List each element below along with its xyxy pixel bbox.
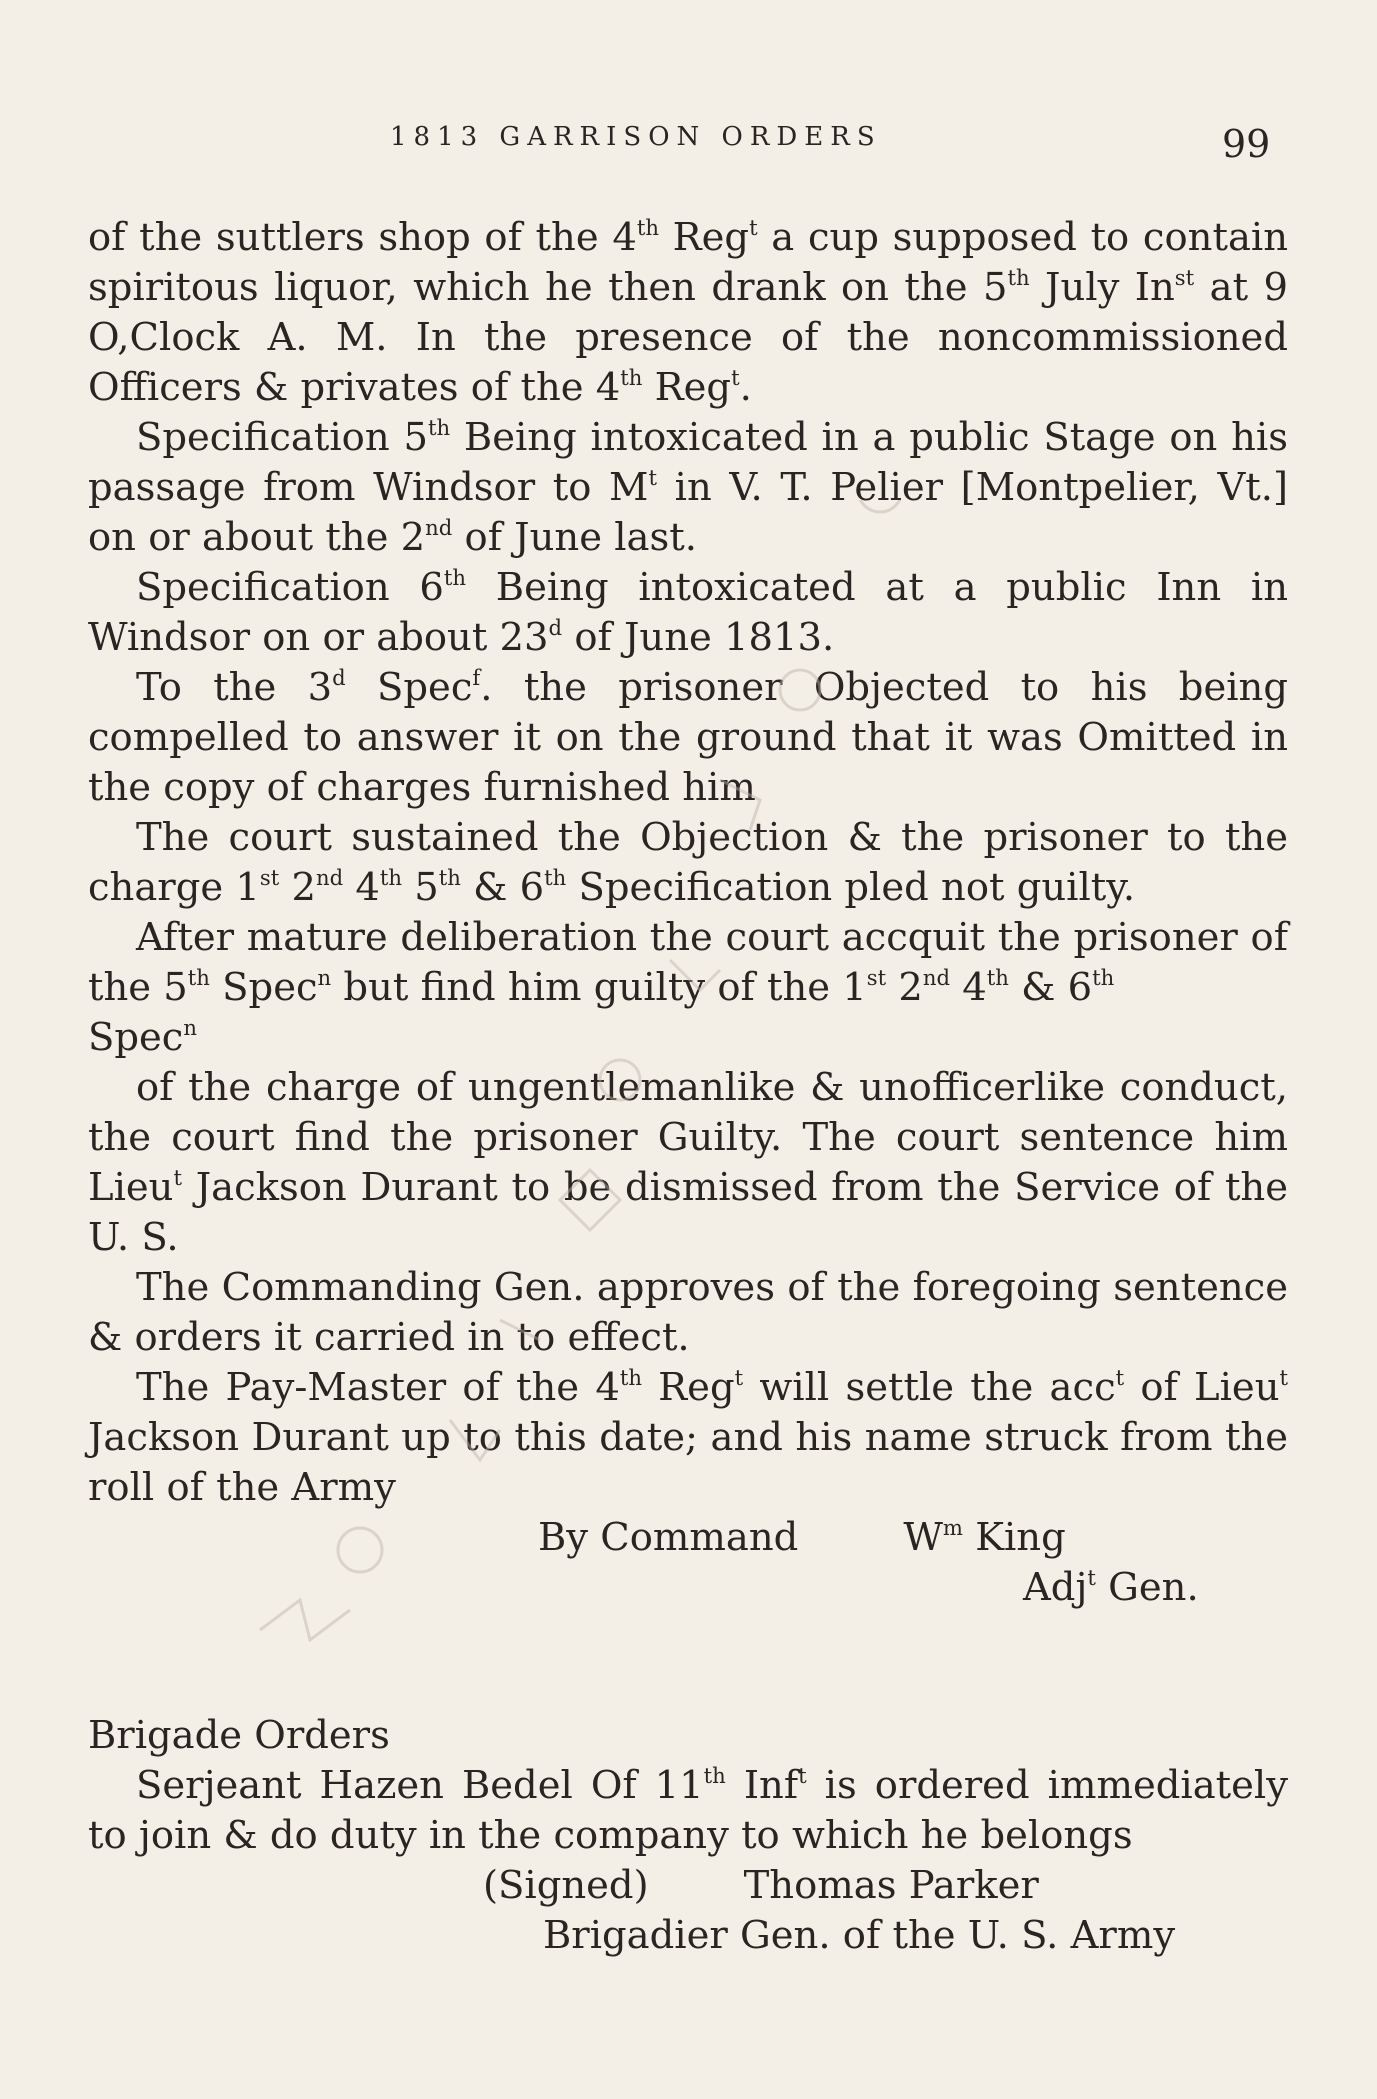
paragraph-approval — [88, 1263, 1288, 1363]
superscript: t — [749, 215, 758, 241]
superscript: nd — [425, 515, 453, 541]
superscript: t — [1115, 1365, 1125, 1391]
superscript: st — [1174, 265, 1195, 291]
text-run: will settle the acc — [743, 1365, 1116, 1410]
text-run: . — [739, 365, 752, 410]
by-command-label: By Command — [538, 1515, 799, 1560]
by-command-line — [88, 1513, 1288, 1563]
superscript: th — [1007, 265, 1030, 291]
superscript: f — [472, 665, 481, 691]
text-run: Jackson Durant up to this date; and his name struck from the roll of the Army — [88, 1415, 1288, 1510]
superscript: th — [1092, 965, 1115, 991]
text-run: To the 3 — [136, 665, 333, 710]
text-run: of June last. — [452, 515, 697, 560]
paragraph-specification-5 — [88, 413, 1288, 563]
text-run: of the suttlers shop of the 4 — [88, 215, 637, 260]
paragraph-charge-conclusion — [88, 1063, 1288, 1263]
text-run: Reg — [641, 1365, 735, 1410]
superscript: n — [317, 965, 332, 991]
body-text — [88, 213, 1288, 1961]
superscript: th — [544, 865, 567, 891]
brigade-orders-heading: Brigade Orders — [88, 1713, 390, 1758]
superscript: th — [443, 565, 467, 591]
text-run: Adj — [1023, 1565, 1088, 1610]
text-run: Being intoxicated in a public Stage on his passage from Windsor to M — [88, 415, 1289, 510]
superscript: m — [942, 1515, 963, 1541]
superscript: t — [1279, 1365, 1289, 1391]
text-run: King — [962, 1515, 1066, 1560]
superscript: th — [986, 965, 1009, 991]
paragraph-paymaster — [88, 1363, 1288, 1513]
text-run: Reg — [642, 365, 732, 410]
text-run: 2 — [279, 865, 316, 910]
brigade-signer-title: Brigadier Gen. of the U. S. Army — [543, 1913, 1176, 1958]
superscript: t — [731, 365, 740, 391]
paragraph-objection — [88, 663, 1288, 813]
text-run: 2 — [886, 965, 923, 1010]
text-run: at 9 O,Clock A. M. In the presence of the noncommissioned Officers & privates of the 4 — [88, 265, 1288, 410]
text-run: Reg — [658, 215, 750, 260]
text-run: is ordered immediately to join & do duty in the company to which he belongs — [88, 1763, 1288, 1858]
text-run: Spec — [345, 665, 473, 710]
signature-block — [88, 1513, 1288, 1613]
signer-title — [88, 1563, 1288, 1613]
superscript: d — [548, 615, 563, 641]
superscript: th — [187, 965, 210, 991]
paragraph-deliberation — [88, 913, 1288, 1063]
running-head: 1813 GARRISON ORDERS — [390, 122, 882, 152]
superscript: th — [438, 865, 461, 891]
paragraph-brigade-order — [88, 1761, 1288, 1861]
text-run: & 6 — [1008, 965, 1093, 1010]
text-run: a cup supposed to contain spiritous liquor, which he then drank on the 5 — [88, 215, 1289, 310]
superscript: th — [703, 1763, 726, 1789]
paragraph-specification-6 — [88, 563, 1288, 663]
superscript: th — [427, 415, 451, 441]
text-run: in V. T. Pelier [Montpelier, Vt.] on or about the 2 — [88, 465, 1288, 560]
text-run: 4 — [950, 965, 987, 1010]
text-run: Spec — [209, 965, 318, 1010]
text-run: . the prisoner Objected to his being compelled to answer it on the ground that it was Omitted in the copy of charges furnished him — [88, 665, 1288, 810]
superscript: th — [620, 365, 643, 391]
superscript: t — [1087, 1565, 1096, 1591]
superscript: th — [619, 1365, 642, 1391]
superscript: t — [798, 1763, 807, 1789]
paragraph-court-sustained — [88, 813, 1288, 913]
signed-line — [88, 1861, 1288, 1911]
paragraph-continuation — [88, 213, 1288, 413]
superscript: d — [332, 665, 346, 691]
text-run: July In — [1029, 265, 1175, 310]
text-run: The Commanding Gen. approves of the foregoing sentence & orders it carried in to effect. — [88, 1265, 1288, 1360]
superscript: t — [173, 1165, 182, 1191]
superscript: nd — [315, 865, 344, 891]
text-run: The Pay-Master of the 4 — [136, 1365, 620, 1410]
text-run: Gen. — [1095, 1565, 1199, 1610]
superscript: n — [183, 1015, 198, 1041]
text-run: of June 1813. — [562, 615, 835, 660]
text-run: Specification 5 — [136, 415, 428, 460]
signer-name — [903, 1513, 1065, 1563]
text-run: 5 — [402, 865, 439, 910]
brigade-signer-name: Thomas Parker — [743, 1863, 1039, 1908]
text-run: 4 — [343, 865, 380, 910]
text-run: Being intoxicated at a public Inn in Windsor on or about 23 — [88, 565, 1288, 660]
text-run: The court sustained the Objection & the prisoner to the charge 1 — [88, 815, 1288, 910]
superscript: t — [734, 1365, 744, 1391]
text-run: of the charge of ungentlemanlike & unofficerlike conduct, the court find the prisoner Guilty. The court sentence him Lieu — [88, 1065, 1288, 1210]
superscript: th — [636, 215, 659, 241]
superscript: st — [259, 865, 280, 891]
text-run: After mature deliberation the court accquit the prisoner of the 5 — [88, 915, 1288, 1010]
text-run: Jackson Durant to be dismissed from the Service of the U. S. — [88, 1165, 1288, 1260]
text-run: Serjeant Hazen Bedel Of 11 — [136, 1763, 704, 1808]
text-run: Specification pled not guilty. — [566, 865, 1136, 910]
brigade-signature-block — [88, 1861, 1288, 1961]
text-run: & 6 — [460, 865, 545, 910]
page-number: 99 — [1222, 122, 1271, 166]
superscript: nd — [922, 965, 951, 991]
text-run: of Lieu — [1124, 1365, 1280, 1410]
superscript: st — [866, 965, 887, 991]
text-run: W — [903, 1515, 943, 1560]
text-line — [88, 1013, 1288, 1063]
signed-label: (Signed) — [483, 1863, 649, 1908]
text-run: but find him guilty of the 1 — [331, 965, 867, 1010]
superscript: t — [648, 465, 657, 491]
section-gap — [88, 1613, 1288, 1711]
superscript: th — [379, 865, 403, 891]
text-run: Specification 6 — [136, 565, 444, 610]
text-run: Inf — [725, 1763, 799, 1808]
text-run: Spec — [88, 1015, 184, 1060]
